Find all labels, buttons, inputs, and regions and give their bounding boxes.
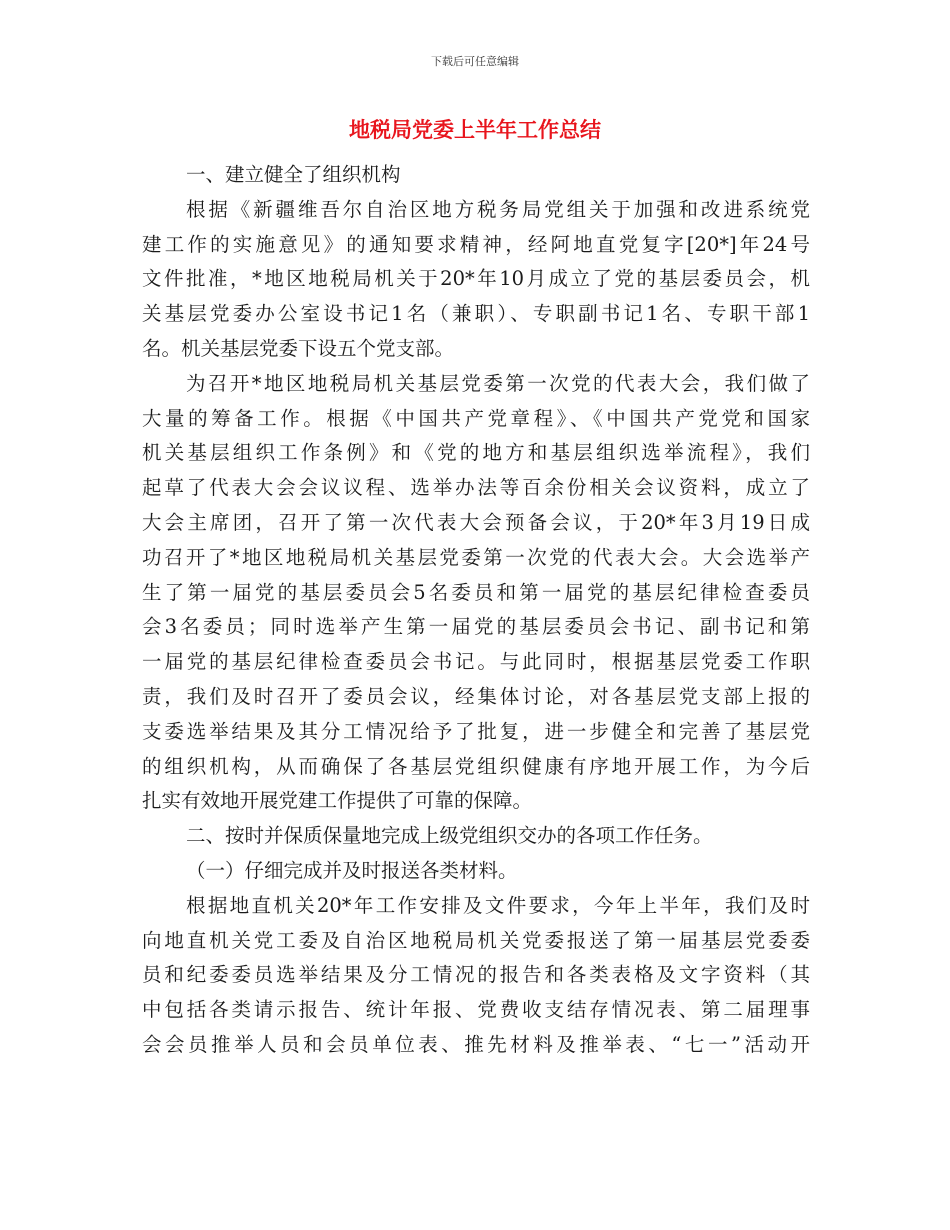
document-title: 地税局党委上半年工作总结 xyxy=(349,118,601,142)
paragraph-line: 责，我们及时召开了委员会议，经集体讨论，对各基层党支部上报的 xyxy=(142,684,810,708)
paragraph-line: 会3名委员；同时选举产生第一届党的基层委员会书记、副书记和第 xyxy=(142,615,810,639)
paragraph-line: 机关基层组织工作条例》和《党的地方和基层组织选举流程》，我们 xyxy=(142,441,810,465)
paragraph-line: 大量的筹备工作。根据《中国共产党章程》、《中国共产党党和国家 xyxy=(142,406,810,430)
paragraph-line: 关基层党委办公室设书记1名（兼职）、专职副书记1名、专职干部1 xyxy=(142,302,810,326)
paragraph-line: 中包括各类请示报告、统计年报、党费收支结存情况表、第二届理事 xyxy=(142,998,810,1022)
paragraph-line: 起草了代表大会会议议程、选举办法等百余份相关会议资料，成立了 xyxy=(142,476,810,500)
paragraph-line: 生了第一届党的基层委员会5名委员和第一届党的基层纪律检查委员 xyxy=(142,580,810,604)
paragraph-line: 向地直机关党工委及自治区地税局机关党委报送了第一届基层党委委 xyxy=(142,928,810,952)
paragraph-line: 扎实有效地开展党建工作提供了可靠的保障。 xyxy=(142,789,533,813)
paragraph-line: 会会员推举人员和会员单位表、推先材料及推举表、“七一”活动开 xyxy=(142,1032,810,1056)
document-body xyxy=(142,158,810,1063)
paragraph-line: 功召开了*地区地税局机关基层党委第一次党的代表大会。大会选举产 xyxy=(142,545,810,569)
paragraph-line: 根据《新疆维吾尔自治区地方税务局党组关于加强和改进系统党 xyxy=(186,197,810,221)
paragraph-line: 一届党的基层纪律检查委员会书记。与此同时，根据基层党委工作职 xyxy=(142,650,810,674)
section-heading: 一、建立健全了组织机构 xyxy=(186,163,401,186)
paragraph-line: 文件批准，*地区地税局机关于20*年10月成立了党的基层委员会，机 xyxy=(142,267,810,291)
paragraph-line: 员和纪委委员选举结果及分工情况的报告和各类表格及文字资料（其 xyxy=(142,963,810,987)
header-note: 下载后可任意编辑 xyxy=(431,55,519,68)
section-heading: 二、按时并保质保量地完成上级党组织交办的各项工作任务。 xyxy=(186,824,713,848)
paragraph-line: 名。机关基层党委下设五个党支部。 xyxy=(142,336,455,360)
paragraph-line: 支委选举结果及其分工情况给予了批复，进一步健全和完善了基层党 xyxy=(142,719,810,743)
paragraph-line: 大会主席团，召开了第一次代表大会预备会议，于20*年3月19日成 xyxy=(142,510,810,534)
paragraph-line: 根据地直机关20*年工作安排及文件要求，今年上半年，我们及时 xyxy=(186,893,810,917)
subsection-heading: （一）仔细完成并及时报送各类材料。 xyxy=(186,858,518,882)
paragraph-line: 的组织机构，从而确保了各基层党组织健康有序地开展工作，为今后 xyxy=(142,754,810,778)
paragraph-line: 为召开*地区地税局机关基层党委第一次党的代表大会，我们做了 xyxy=(186,371,810,395)
paragraph-line: 建工作的实施意见》的通知要求精神，经阿地直党复字[20*]年24号 xyxy=(142,232,810,256)
